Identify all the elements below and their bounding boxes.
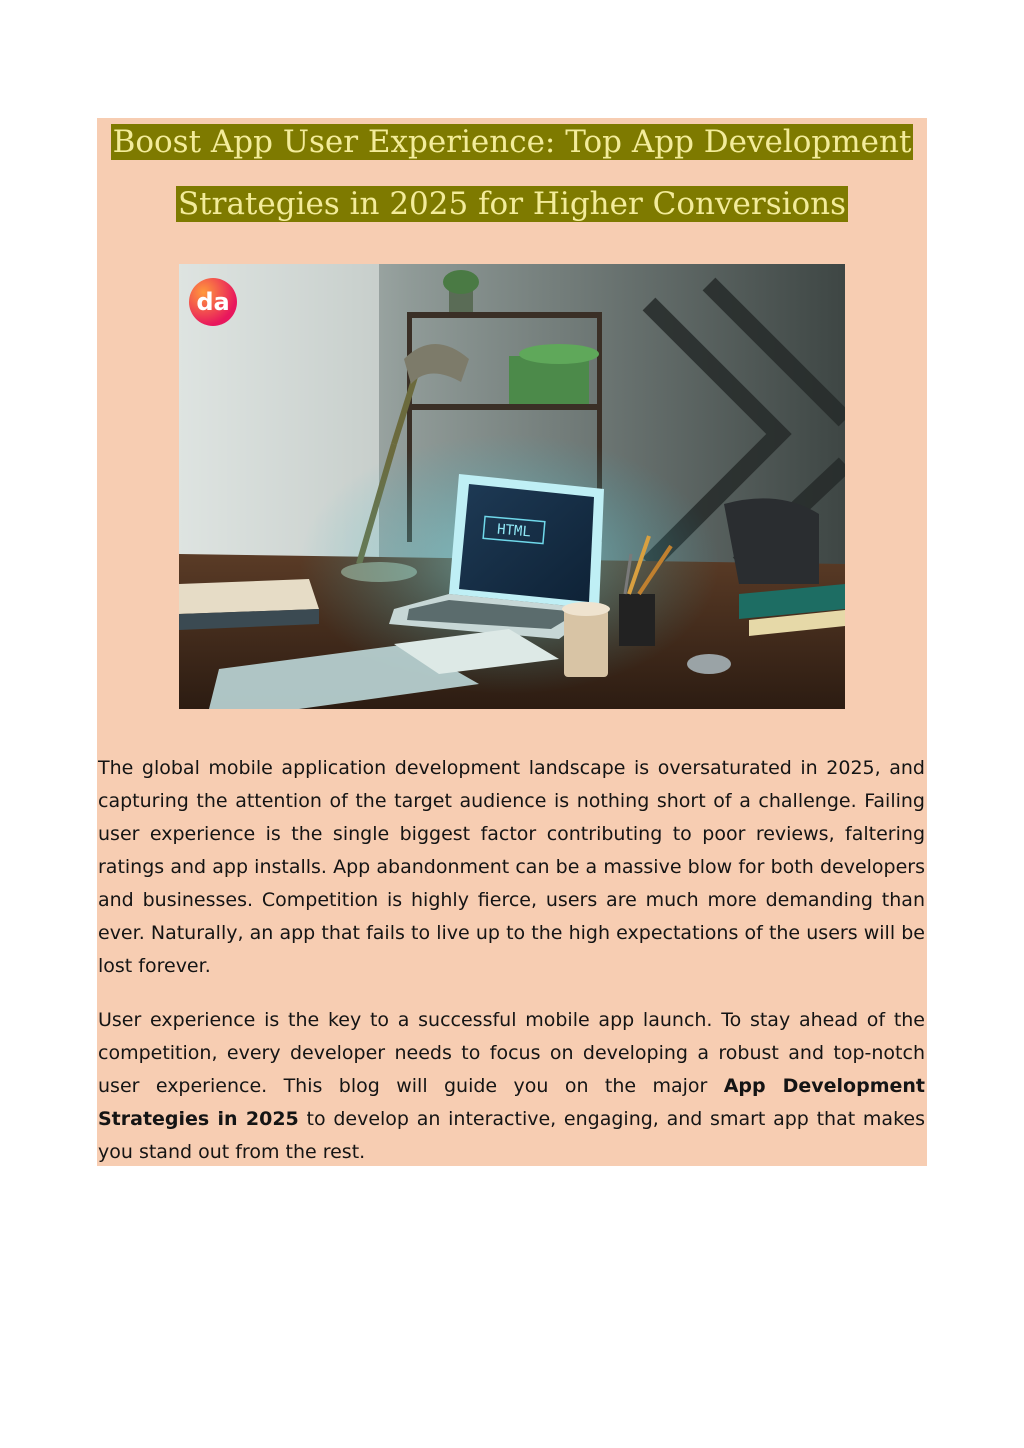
- article-panel: [97, 118, 927, 1166]
- title-text-1: Boost App User Experience: Top App Development: [112, 124, 912, 160]
- logo-text: da: [196, 288, 230, 316]
- title-line-1: [97, 120, 927, 164]
- hero-image: [179, 264, 845, 709]
- ux-paragraph-text-end: to develop an interactive, engaging, and smart app that makes you stand out from the rest.: [98, 1108, 925, 1163]
- company-logo: [189, 278, 237, 326]
- screen-html-text: HTML: [496, 521, 532, 541]
- intro-paragraph: The global mobile application development landscape is oversaturated in 2025, and capturing the attention of the target audience is nothing short of a challenge. Failing user experience is the single biggest factor contributing to poor reviews, faltering ratings and app installs. App abandonment can be a massive blow for both developers and businesses. Competition is highly fierce, users are much more demanding than ever. Naturally, an app that fails to live up to the high expectations of the users will be lost forever.: [98, 757, 925, 977]
- title-text-2: Strategies in 2025 for Higher Conversions: [177, 186, 847, 222]
- ux-paragraph-bold-phrase: App Development Strategies in 2025: [98, 1075, 925, 1130]
- ux-paragraph-text-start: User experience is the key to a successful mobile app launch. To stay ahead of the competition, every developer needs to focus on developing a robust and top-notch user experience. This blog will guide you on the major: [98, 1009, 925, 1097]
- title-line-2: [97, 182, 927, 226]
- ux-paragraph: [98, 1004, 925, 1169]
